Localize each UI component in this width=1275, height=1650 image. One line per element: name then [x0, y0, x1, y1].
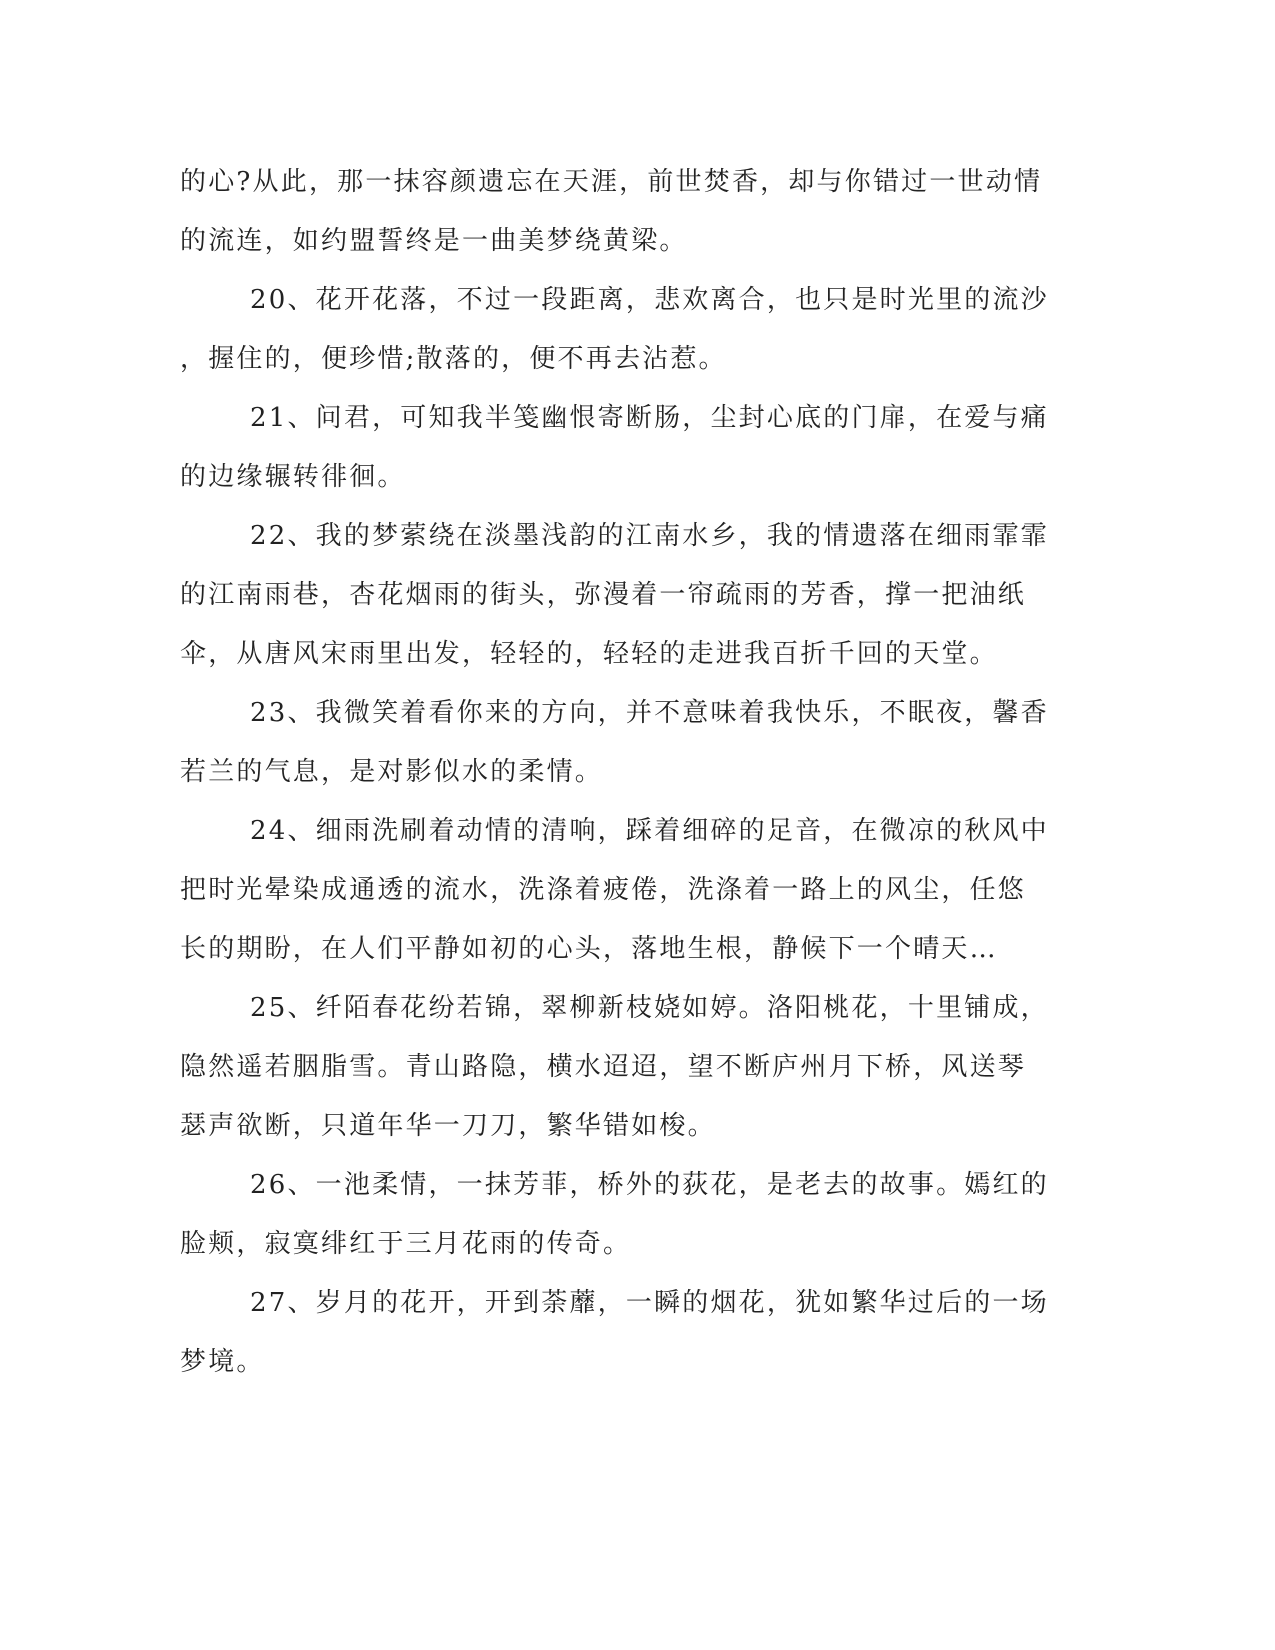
paragraph-26-line-1: 26、一池柔情，一抹芳菲，桥外的荻花，是老去的故事。嫣红的 [250, 1170, 1049, 1200]
text-line: 隐然遥若胭脂雪。青山路隐，横水迢迢，望不断庐州月下桥，风送琴 [180, 1052, 1027, 1082]
text-line: 的边缘辗转徘徊。 [180, 462, 406, 492]
text-line: 的江南雨巷，杏花烟雨的街头，弥漫着一帘疏雨的芳香，撑一把油纸 [180, 580, 1027, 610]
paragraph-24-line-1: 24、细雨洗刷着动情的清响，踩着细碎的足音，在微凉的秋风中 [250, 816, 1049, 846]
text-line: 瑟声欲断，只道年华一刀刀，繁华错如梭。 [180, 1111, 716, 1141]
text-line: 梦境。 [180, 1347, 265, 1377]
text-line: 若兰的气息，是对影似水的柔情。 [180, 757, 604, 787]
document-body [180, 153, 1049, 1392]
text-line: 长的期盼，在人们平静如初的心头，落地生根，静候下一个晴天… [180, 934, 998, 964]
text-line: 把时光晕染成通透的流水，洗涤着疲倦，洗涤着一路上的风尘，任悠 [180, 875, 1027, 905]
paragraph-22-line-1: 22、我的梦萦绕在淡墨浅韵的江南水乡，我的情遗落在细雨霏霏 [250, 521, 1049, 551]
paragraph-23-line-1: 23、我微笑着看你来的方向，并不意味着我快乐，不眠夜，馨香 [250, 698, 1049, 728]
paragraph-27-line-1: 27、岁月的花开，开到荼蘼，一瞬的烟花，犹如繁华过后的一场 [250, 1288, 1049, 1318]
text-line: 脸颊，寂寞绯红于三月花雨的传奇。 [180, 1229, 632, 1259]
text-line: 的心?从此，那一抹容颜遗忘在天涯，前世焚香，却与你错过一世动情 [180, 167, 1043, 197]
paragraph-21-line-1: 21、问君，可知我半笺幽恨寄断肠，尘封心底的门扉，在爱与痛 [250, 403, 1049, 433]
text-line: 伞，从唐风宋雨里出发，轻轻的，轻轻的走进我百折千回的天堂。 [180, 639, 998, 669]
text-line: 的流连，如约盟誓终是一曲美梦绕黄梁。 [180, 226, 688, 256]
paragraph-25-line-1: 25、纤陌春花纷若锦，翠柳新枝娆如婷。洛阳桃花，十里铺成， [250, 993, 1049, 1023]
text-line: ，握住的，便珍惜;散落的，便不再去沾惹。 [180, 344, 727, 374]
paragraph-20-line-1: 20、花开花落，不过一段距离，悲欢离合，也只是时光里的流沙 [250, 285, 1049, 315]
